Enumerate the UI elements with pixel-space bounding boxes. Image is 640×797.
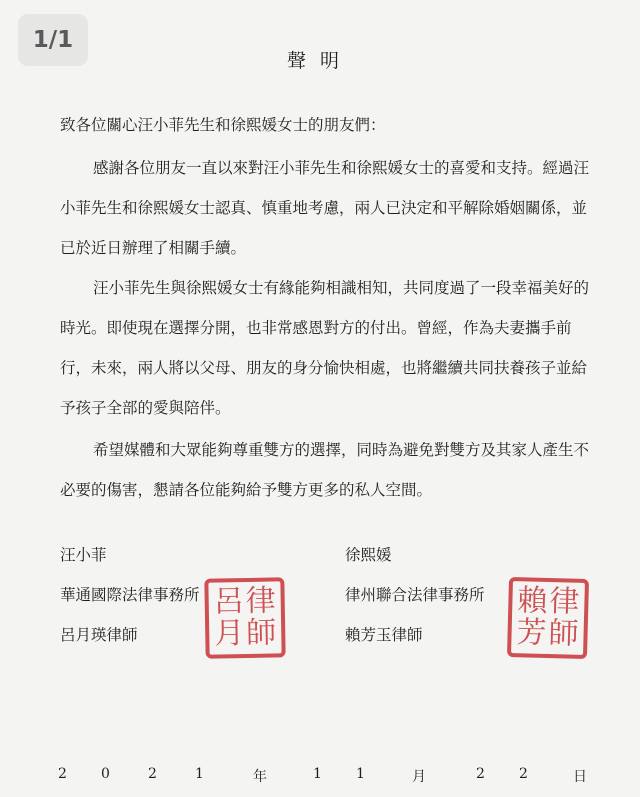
document-title: 聲明 <box>286 50 353 72</box>
date-year-digit: 2 <box>148 766 157 782</box>
date-year-digit: 1 <box>195 766 204 782</box>
page-count-badge: 1/1 <box>18 14 88 66</box>
paragraph-2-line-3: 行，未來，兩人將以父母、朋友的身分愉快相處，也將繼續共同扶養孩子並給 <box>60 359 588 377</box>
date-year-digit: 0 <box>101 766 110 782</box>
left-party-name: 汪小菲 <box>60 546 107 564</box>
paragraph-3-line-2: 必要的傷害，懇請各位能夠給予雙方更多的私人空間。 <box>60 481 433 499</box>
date-day-digit: 2 <box>519 766 528 782</box>
paragraph-1-line-2: 小菲先生和徐熙媛女士認真、慎重地考慮，兩人已決定和平解除婚姻關係，並 <box>60 199 588 217</box>
date-year-label: 年 <box>253 769 267 785</box>
right-party-firm: 律州聯合法律事務所 <box>345 586 485 604</box>
seal-char: 賴 <box>516 583 548 619</box>
seal-char: 律 <box>245 583 277 619</box>
paragraph-1-line-3: 已於近日辦理了相關手續。 <box>60 239 247 257</box>
date-year-digit: 2 <box>58 766 67 782</box>
paragraph-2-line-1: 汪小菲先生與徐熙媛女士有緣能夠相識相知，共同度過了一段幸福美好的 <box>93 279 590 297</box>
left-lawyer-seal <box>204 577 285 658</box>
seal-char: 呂 <box>213 584 245 620</box>
seal-char: 師 <box>245 615 277 651</box>
paragraph-2-line-2: 時光。即使現在選擇分開，也非常感恩對方的付出。曾經，作為夫妻攜手前 <box>60 319 572 337</box>
date-month-digit: 1 <box>313 766 322 782</box>
date-day-digit: 2 <box>476 766 485 782</box>
left-party-firm: 華通國際法律事務所 <box>60 586 200 604</box>
date-day-label: 日 <box>573 769 587 785</box>
date-month-digit: 1 <box>356 766 365 782</box>
seal-char: 師 <box>548 616 580 652</box>
seal-char: 芳 <box>516 615 548 651</box>
right-lawyer-seal <box>507 577 589 659</box>
paragraph-1-line-1: 感謝各位朋友一直以來對汪小菲先生和徐熙媛女士的喜愛和支持。經過汪 <box>93 159 590 177</box>
right-party-lawyer: 賴芳玉律師 <box>345 626 423 644</box>
salutation: 致各位關心汪小菲先生和徐熙媛女士的朋友們： <box>60 116 386 134</box>
paragraph-2-line-4: 予孩子全部的愛與陪伴。 <box>60 399 231 417</box>
date-month-label: 月 <box>412 769 426 785</box>
seal-char: 律 <box>548 584 580 620</box>
right-party-name: 徐熙媛 <box>345 546 392 564</box>
left-party-lawyer: 呂月瑛律師 <box>60 626 138 644</box>
paragraph-3-line-1: 希望媒體和大眾能夠尊重雙方的選擇，同時為避免對雙方及其家人產生不 <box>93 441 590 459</box>
seal-char: 月 <box>213 616 245 652</box>
